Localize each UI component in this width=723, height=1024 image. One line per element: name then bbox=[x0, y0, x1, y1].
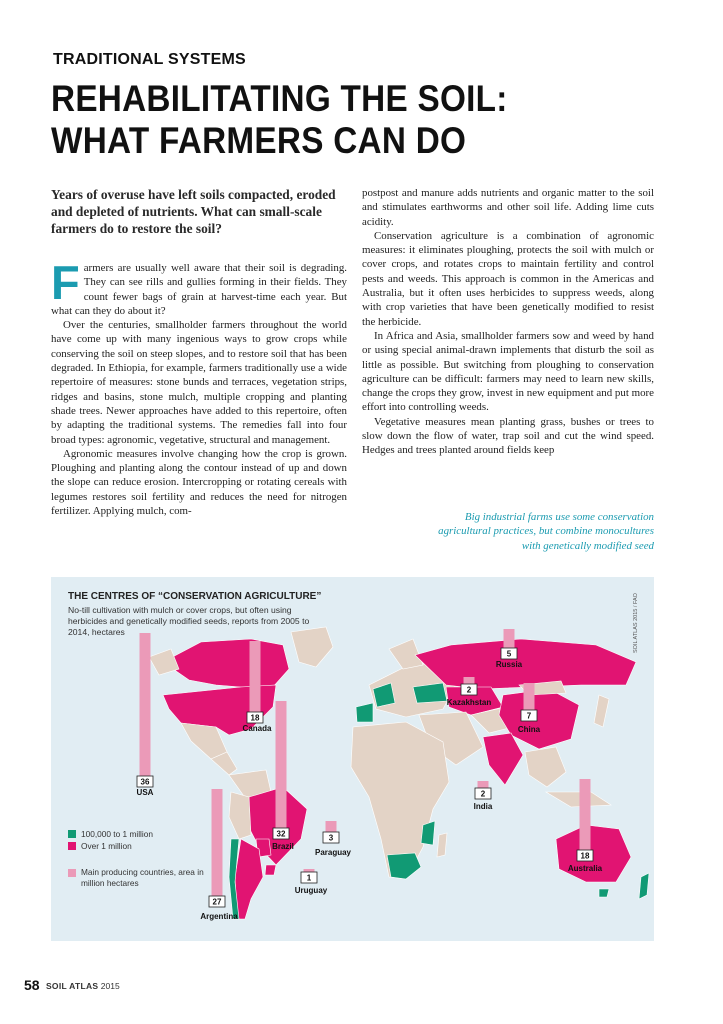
publication-year: 2015 bbox=[100, 981, 120, 991]
land-uruguay bbox=[265, 865, 276, 875]
map-credit: SOIL ATLAS 2015 / FAO bbox=[633, 593, 639, 653]
bar-australia bbox=[580, 779, 591, 851]
country-label-usa: USA bbox=[136, 788, 154, 797]
value-label-argentina: 27 bbox=[212, 897, 222, 907]
bar-russia bbox=[504, 629, 515, 649]
map-subtitle: No-till cultivation with mulch or cover crops, but often using herbicides and genetically modified seeds, reports from 2005 to 2014, hectares bbox=[68, 605, 310, 637]
bar-canada bbox=[250, 641, 261, 713]
value-label-kazakhstan: 2 bbox=[466, 685, 472, 695]
lead-paragraph: Years of overuse have left soils compacted, eroded and depleted of nutrients. What can small-scale farmers do to restore the soil? bbox=[51, 187, 336, 236]
paragraph-3: Agronomic measures involve changing how the crop is grown. Ploughing and planting along the contour instead of up and down the slope can reduce erosion. Intercropping or rotating cereals with legumes restores soil fertility and reduces the need for nitrogen fertilizer. Applying mulch, com- bbox=[51, 447, 347, 518]
country-label-india: India bbox=[473, 802, 493, 811]
value-label-china: 7 bbox=[526, 711, 532, 721]
paragraph-1-text: armers are usually well aware that their soil is degrading. They can see rills and gullies forming in their fields. They count fewer bags of grain at harvest-time each year. But what can they do about it? bbox=[51, 262, 347, 317]
land-india bbox=[483, 733, 523, 785]
map-infographic bbox=[51, 577, 654, 941]
title-line-1: REHABILITATING THE SOIL: bbox=[51, 78, 508, 119]
land-masses bbox=[149, 627, 649, 919]
value-label-uruguay: 1 bbox=[306, 873, 312, 883]
legend-swatch-pink bbox=[68, 869, 76, 877]
drop-cap: F bbox=[51, 256, 80, 309]
land-southeast-asia bbox=[525, 747, 566, 787]
value-label-paraguay: 3 bbox=[328, 833, 334, 843]
paragraph-4: Conservation agriculture is a combination of agronomic measures: it eliminates ploughing, protects the soil with mulch or cover crops, and rotates crops to maintain fertility and control pests and weeds. This approach is common in the Americas and Australia, but it often uses herbicides to suppress weeds, along with crop varieties that have been genetically modified to resist the herbicide. bbox=[362, 229, 654, 328]
land-australia bbox=[556, 825, 631, 882]
land-russia bbox=[415, 639, 636, 689]
paragraph-6: Vegetative measures mean planting grass, bushes or trees to slow down the flow of water, trap soil and cut the wind speed. Hedges and trees planted around fields keep bbox=[362, 415, 654, 457]
legend-swatch-magenta bbox=[68, 842, 76, 850]
page-footer bbox=[24, 977, 120, 993]
land-southern-africa bbox=[387, 853, 421, 879]
country-label-australia: Australia bbox=[567, 864, 603, 873]
map-title: THE CENTRES OF “CONSERVATION AGRICULTURE” bbox=[68, 591, 322, 602]
paragraph-5: In Africa and Asia, smallholder farmers sow and weed by hand or using special animal-drawn implements that disturb the soil as little as possible. But switching from ploughing to conservation agriculture can be difficult: farmers may need to learn new skills, change the crops they grow, invest in new equipment and put more effort into controlling weeds. bbox=[362, 329, 654, 414]
country-label-kazakhstan: Kazakhstan bbox=[446, 698, 492, 707]
country-label-argentina: Argentina bbox=[200, 912, 238, 921]
value-label-india: 2 bbox=[480, 789, 486, 799]
value-label-brazil: 32 bbox=[276, 829, 286, 839]
paragraph-3-continued: postpost and manure adds nutrients and organic matter to the soil and stimulates earthworms and other soil life. Adding lime cuts acidity. bbox=[362, 187, 654, 228]
value-label-russia: 5 bbox=[506, 649, 512, 659]
country-label-paraguay: Paraguay bbox=[314, 848, 352, 857]
land-iberia bbox=[356, 703, 373, 722]
legend-magenta bbox=[68, 841, 132, 852]
legend-green-label: 100,000 to 1 million bbox=[81, 829, 153, 839]
pull-quote: Big industrial farms use some conservation agricultural practices, but combine monocultures with genetically modified seed bbox=[438, 511, 654, 552]
value-label-usa: 36 bbox=[140, 777, 150, 787]
land-indonesia bbox=[546, 792, 611, 807]
legend-magenta-label: Over 1 million bbox=[81, 841, 132, 851]
country-label-china: China bbox=[517, 725, 541, 734]
land-argentina bbox=[235, 839, 263, 919]
land-japan bbox=[594, 695, 609, 727]
land-new-zealand bbox=[639, 873, 649, 899]
column-right-content bbox=[362, 186, 654, 458]
land-alaska bbox=[149, 649, 179, 675]
legend-pink-label: Main producing countries, area in million hectares bbox=[81, 867, 204, 888]
value-label-canada: 18 bbox=[250, 713, 260, 723]
bar-paraguay bbox=[326, 821, 337, 833]
bar-usa bbox=[140, 633, 151, 777]
country-label-brazil: Brazil bbox=[272, 842, 294, 851]
paragraph-1 bbox=[51, 256, 347, 318]
kicker: TRADITIONAL SYSTEMS bbox=[53, 51, 246, 68]
column-right bbox=[362, 186, 654, 458]
legend-pink bbox=[68, 867, 206, 888]
legend-green bbox=[68, 829, 153, 840]
paragraph-2: Over the centuries, smallholder farmers throughout the world have come up with many ingenious ways to grow crops while conserving the soil on steep slopes, and to restore soil that has been degraded. In Ethiopia, for example, farmers traditionally use a wide repertoire of measures: stone bunds and terraces, vegetation strips, ridges and basins, stone mulch, multiple cropping and planting shade trees. Newer approaches have added to this repertoire, often by adapting the traditional systems. The remedies fall into four broad types: agronomic, vegetative, structural and management. bbox=[51, 319, 347, 446]
bar-china bbox=[524, 683, 535, 711]
bar-brazil bbox=[276, 701, 287, 829]
country-label-uruguay: Uruguay bbox=[294, 886, 328, 895]
land-canada bbox=[163, 639, 289, 687]
legend-swatch-green bbox=[68, 830, 76, 838]
column-left bbox=[51, 186, 347, 518]
title-line-2: WHAT FARMERS CAN DO bbox=[51, 120, 467, 161]
land-peru-bolivia bbox=[229, 792, 251, 839]
country-label-canada: Canada bbox=[242, 724, 272, 733]
land-madagascar bbox=[437, 833, 447, 857]
publication-name: SOIL ATLAS bbox=[45, 981, 99, 991]
land-tasmania bbox=[599, 889, 609, 897]
bar-argentina bbox=[212, 789, 223, 897]
page-title bbox=[51, 78, 618, 162]
page-number: 58 bbox=[24, 977, 40, 993]
value-label-australia: 18 bbox=[580, 851, 590, 861]
country-label-russia: Russia bbox=[495, 660, 523, 669]
